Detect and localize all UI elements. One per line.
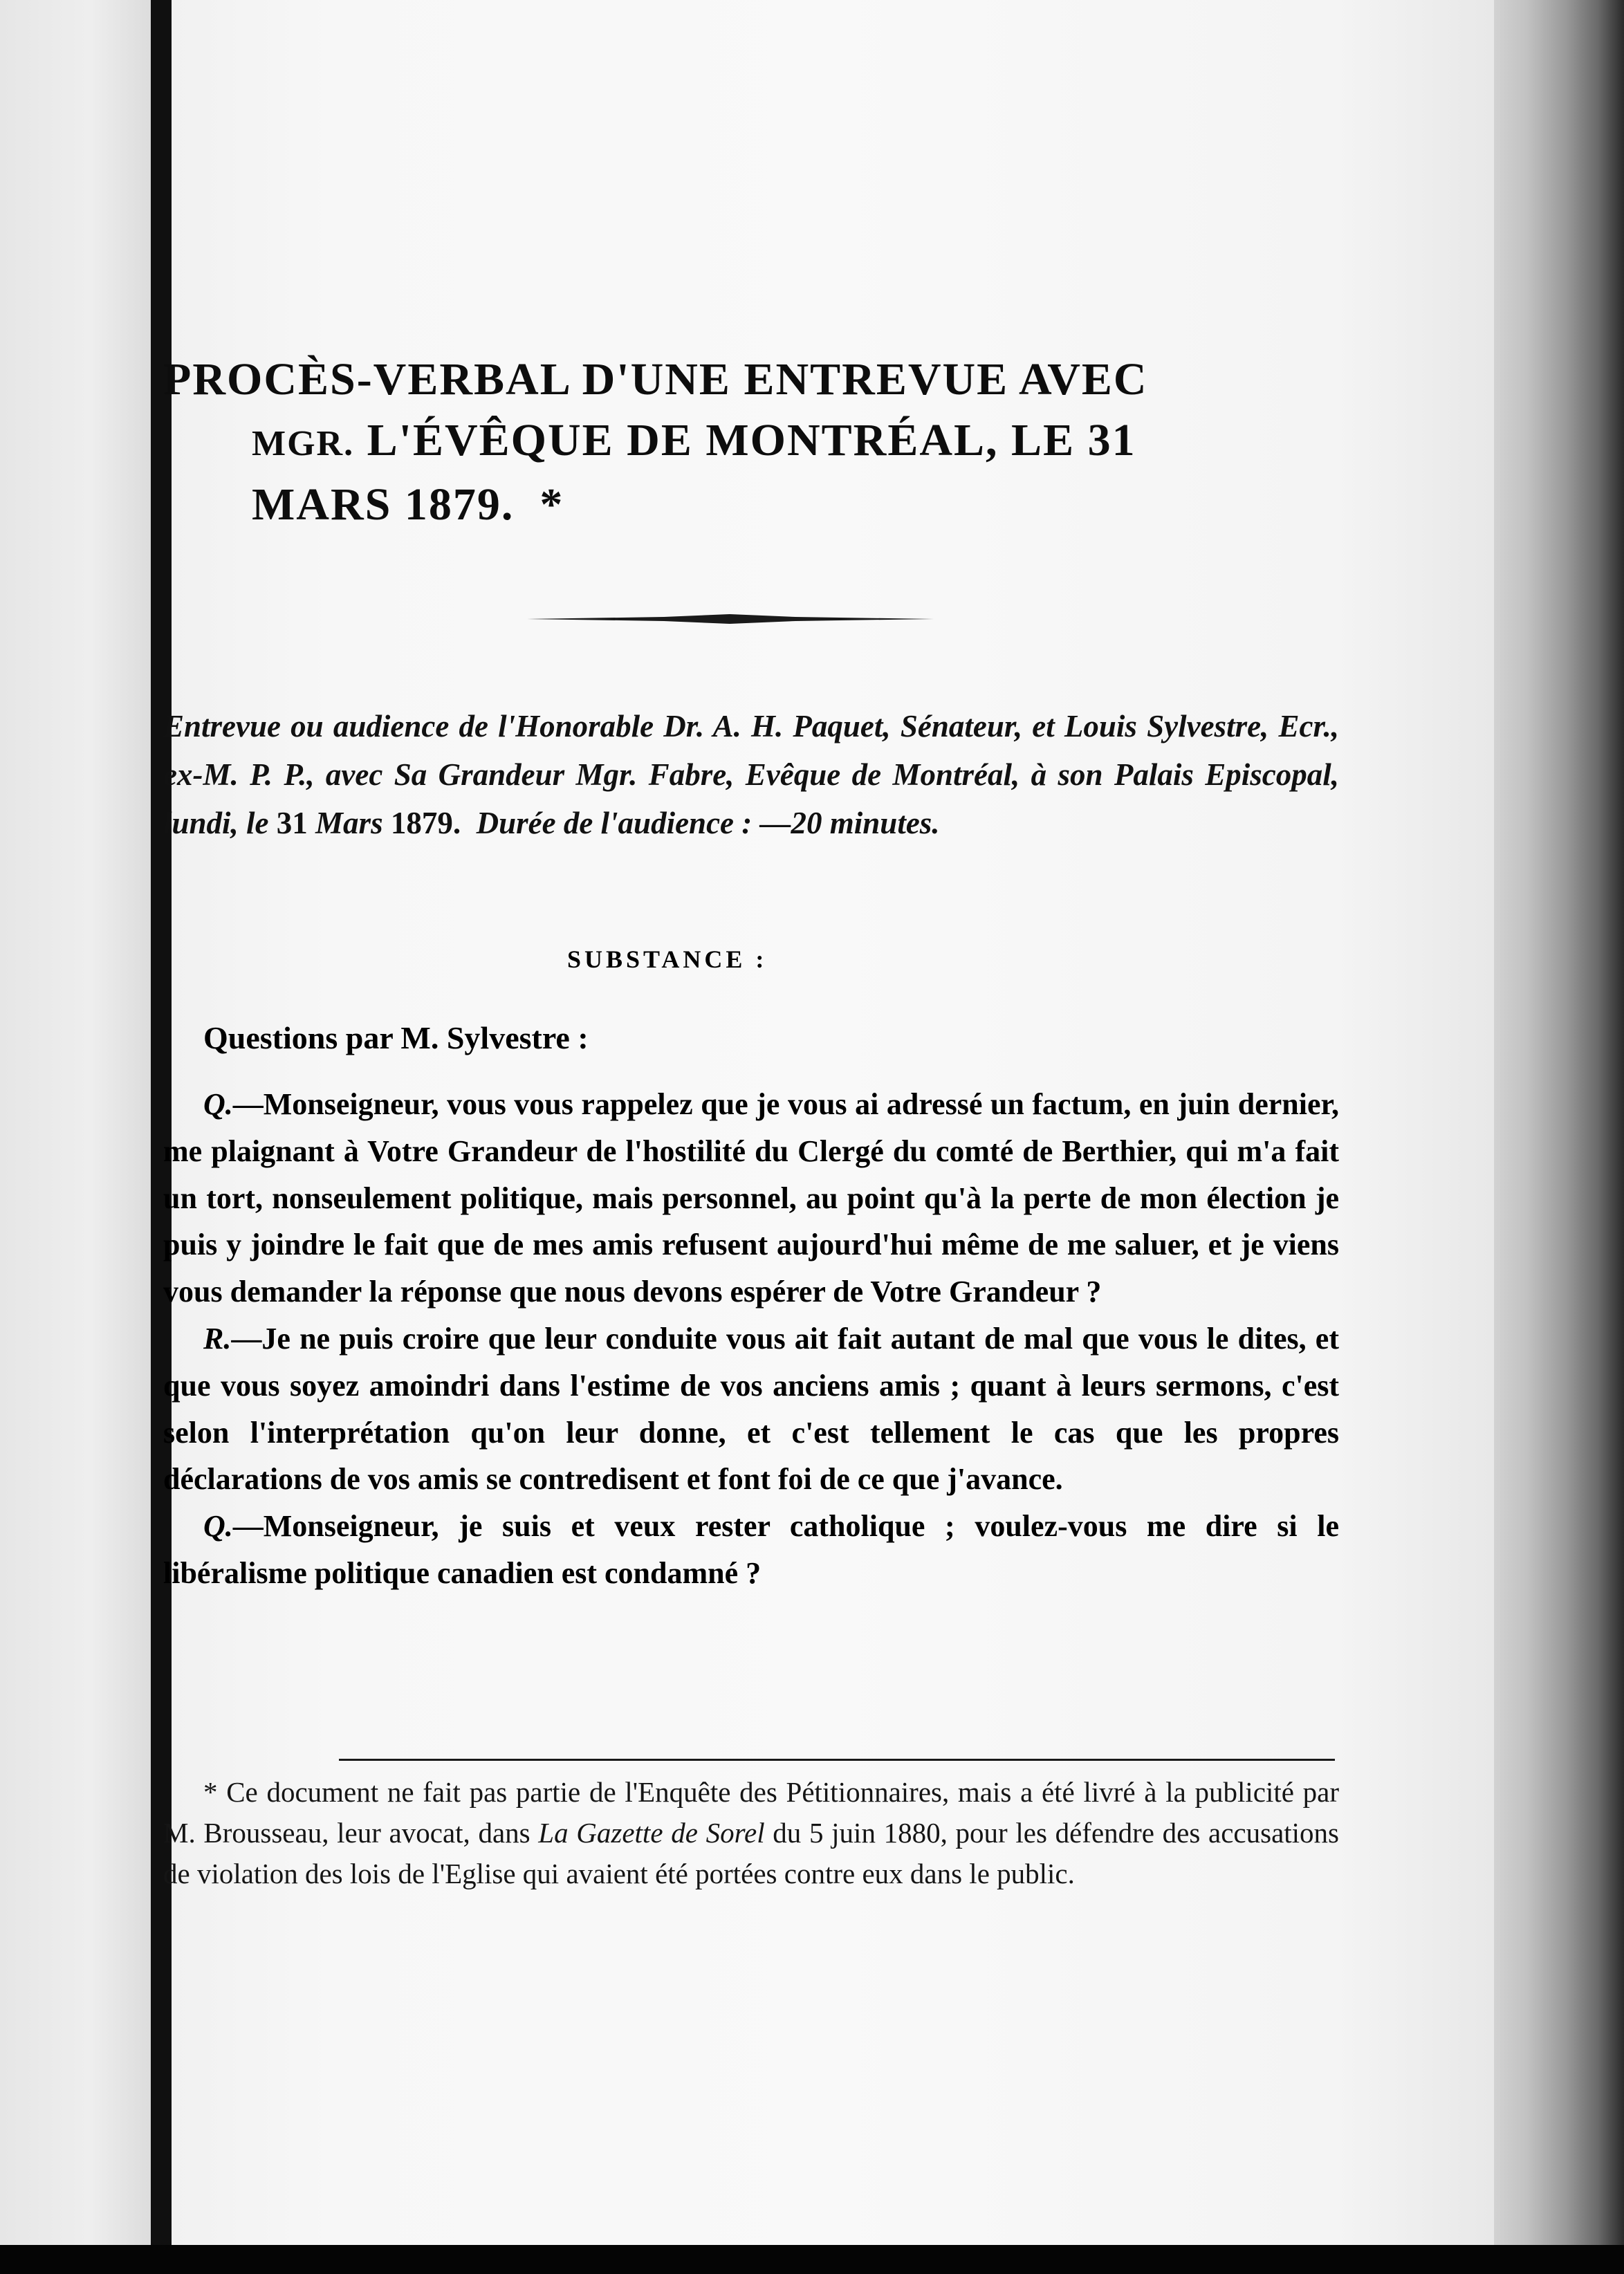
ornamental-rule [526, 614, 934, 624]
footnote-rule [339, 1759, 1335, 1761]
intro-text: Entrevue ou audience de l'Honorable Dr. A. H. Paquet, Sénateur, et Louis Sylvestre, Ecr., ex-M. P. P., avec Sa Grandeur Mgr. Fabre, Evêque de Montréal, à son Palais Episcopal, lundi, le [163, 709, 1339, 840]
speaker-label: Q. [203, 1087, 233, 1121]
dialogue [163, 1081, 1339, 1597]
title-line-3 [163, 474, 1353, 535]
left-facing-page-edge [0, 0, 151, 2245]
footnote-text-end: du 5 juin 1880, pour les défendre des accusations de violation des lois de l'Eglise qui avaient été portées contre eux dans le public. [163, 1817, 1339, 1889]
speaker-label: Q. [203, 1509, 233, 1544]
introduction-paragraph [163, 702, 1339, 847]
intro-year: 1879. [390, 806, 461, 840]
dialogue-text: —Monseigneur, je suis et veux rester catholique ; voulez-vous me dire si le libéralisme politique canadien est condamné ? [163, 1509, 1339, 1590]
dialogue-text: —Je ne puis croire que leur conduite vous ait fait autant de mal que vous le dites, et que vous soyez amoindri dans l'estime de vos anciens amis ; quant à leurs sermons, c'est selon l'interprétation qu'on leur donne, et c'est tellement le cas que les propres déclarations de vos amis se contredisent et font foi de ce que j'avance. [163, 1321, 1339, 1497]
dialogue-entry [163, 1503, 1339, 1597]
title-line-2 [163, 410, 1353, 474]
section-heading: SUBSTANCE : [567, 945, 768, 973]
footnote-mark: * [203, 1776, 218, 1808]
scan-bottom-border [0, 2245, 1624, 2274]
title-line-2-rest: L'ÉVÊQUE DE MONTRÉAL, LE 31 [354, 415, 1136, 465]
dialogue-text: —Monseigneur, vous vous rappelez que je vous ai adressé un factum, en juin dernier, me plaignant à Votre Grandeur de l'hostilité du Clergé du comté de Berthier, qui m'a fait un tort, nonseulement politique, mais personnel, au point qu'à la perte de mon élection je puis y joindre le fait que de mes amis refusent aujourd'hui même de me saluer, et je viens vous demander la réponse que nous devons espérer de Votre Grandeur ? [163, 1087, 1339, 1309]
page-title [163, 349, 1353, 535]
title-footnote-mark: * [539, 479, 564, 530]
speaker-label: R. [203, 1321, 232, 1356]
dialogue-entry [163, 1315, 1339, 1503]
title-mgr: MGR. [252, 424, 355, 463]
title-line-1: PROCÈS-VERBAL D'UNE ENTREVUE AVEC [163, 354, 1148, 405]
intro-duration: Durée de l'audience : —20 minutes. [476, 806, 940, 840]
right-page-edge [1494, 0, 1624, 2245]
footnote-publication: La Gazette de Sorel [538, 1817, 765, 1849]
title-date: MARS 1879. [252, 479, 515, 530]
questions-header: Questions par M. Sylvestre : [203, 1020, 589, 1055]
intro-month: Mars [315, 806, 383, 840]
intro-day: 31 [276, 806, 308, 840]
footnote [163, 1772, 1339, 1894]
footnote-text: Ce document ne fait pas partie de l'Enquête des Pétitionnaires, mais a été livré à la publicité par M. Brousseau, leur avocat, dans [163, 1776, 1340, 1849]
dialogue-entry [163, 1081, 1339, 1315]
